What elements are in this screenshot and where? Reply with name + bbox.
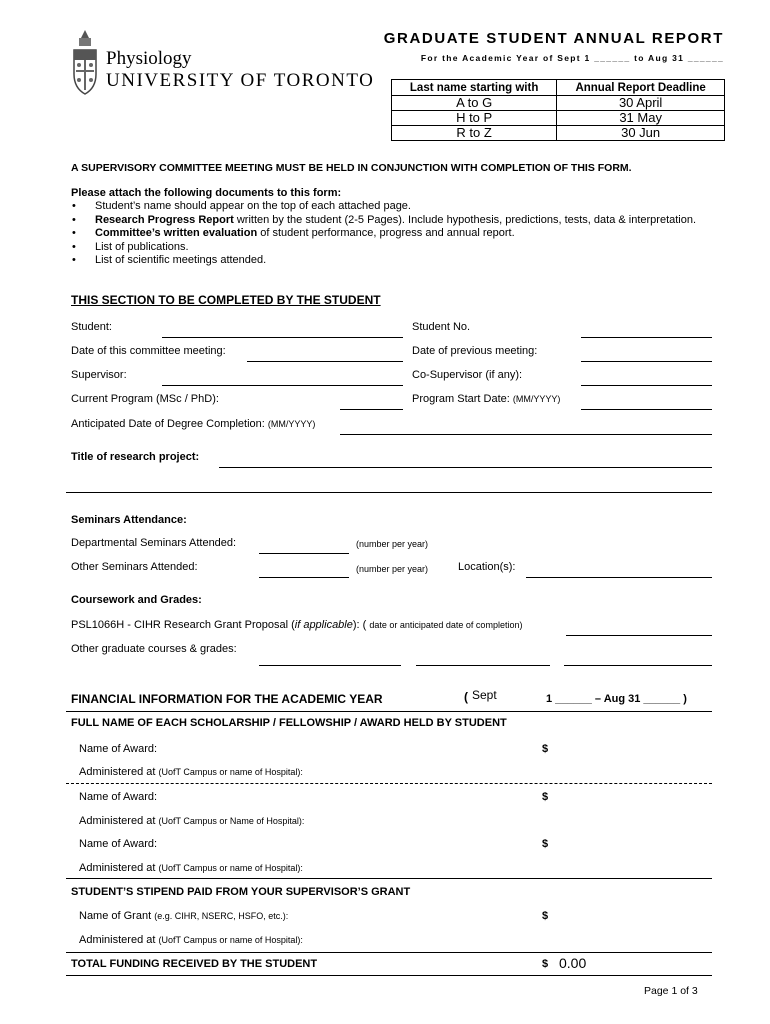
per-year-note: (number per year): [356, 564, 429, 574]
location-label: Location(s):: [458, 561, 516, 573]
award-name-label: Name of Award:: [79, 743, 158, 755]
program-label: Current Program (MSc / PhD):: [71, 393, 219, 405]
other-courses-label: Other graduate courses & grades:: [71, 643, 237, 655]
degree-date-text: Anticipated Date of Degree Completion:: [71, 418, 265, 430]
divider: [66, 711, 712, 712]
supervisor-label: Supervisor:: [71, 369, 127, 381]
deadline-col-header: Last name starting with: [392, 80, 557, 96]
psl-note: date or anticipated date of completion): [369, 620, 523, 630]
divider: [66, 878, 712, 879]
dollar-sign: $: [542, 838, 549, 850]
name-range: A to G: [392, 96, 557, 111]
start-date-text: Program Start Date:: [412, 393, 510, 405]
sept-label: Sept: [472, 688, 497, 702]
dept-seminars-label: Departmental Seminars Attended:: [71, 537, 237, 549]
academic-year-line: For the Academic Year of Sept 1 ______ to Aug 31 ______: [420, 53, 724, 63]
dashed-divider: [66, 783, 712, 784]
table-row: [392, 96, 725, 111]
psl-field[interactable]: [566, 635, 712, 636]
dollar-sign: $: [542, 910, 549, 922]
administered-text: Administered at: [79, 862, 156, 874]
location-field[interactable]: [526, 577, 712, 578]
grant-note: (e.g. CIHR, NSERC, HSFO, etc.):: [154, 911, 289, 921]
prev-meeting-label: Date of previous meeting:: [412, 345, 538, 357]
course-field-2[interactable]: [416, 665, 550, 666]
course-field-3[interactable]: [564, 665, 712, 666]
project-title-field[interactable]: [219, 467, 712, 468]
deadline-table: [391, 79, 725, 141]
start-date-field[interactable]: [581, 409, 712, 410]
list-item: [72, 254, 696, 268]
start-date-label: [412, 393, 560, 405]
divider: [66, 952, 712, 953]
deadline-date: 30 Jun: [557, 126, 725, 141]
student-field[interactable]: [162, 337, 403, 338]
psl-text: PSL1066H - CIHR Research Grant Proposal (: [71, 619, 295, 631]
list-item-bold: Committee’s written evaluation: [95, 227, 258, 239]
list-item-text: List of scientific meetings attended.: [95, 254, 267, 266]
meeting-date-field[interactable]: [247, 361, 403, 362]
administered-note: (UofT Campus or name of Hospital):: [158, 863, 303, 873]
list-item-text: written by the student (2-5 Pages). Include hypothesis, predictions, tests, data & interpretation.: [233, 213, 697, 226]
total-funding-value: 0.00: [559, 955, 587, 971]
logo-university: UNIVERSITY OF TORONTO: [106, 70, 375, 91]
dollar-sign: $: [542, 791, 549, 803]
administered-label: [79, 815, 304, 827]
paren-open: (: [464, 690, 468, 704]
page-number: Page 1 of 3: [644, 985, 698, 997]
other-seminars-field[interactable]: [259, 577, 349, 578]
student-section-heading: THIS SECTION TO BE COMPLETED BY THE STUDENT: [71, 293, 381, 307]
degree-date-label: [71, 418, 315, 430]
list-item: [72, 214, 696, 228]
name-range: H to P: [392, 111, 557, 126]
program-field[interactable]: [340, 409, 403, 410]
list-item: [72, 227, 696, 241]
name-range: R to Z: [392, 126, 557, 141]
cosupervisor-label: Co-Supervisor (if any):: [412, 369, 523, 381]
dept-seminars-field[interactable]: [259, 553, 349, 554]
award-name-label: Name of Award:: [79, 838, 158, 850]
list-item: [72, 200, 696, 214]
divider: [66, 975, 712, 976]
deadline-col-header: Annual Report Deadline: [557, 80, 725, 96]
other-seminars-label: Other Seminars Attended:: [71, 561, 198, 573]
coursework-heading: Coursework and Grades:: [71, 594, 202, 606]
meeting-notice: A SUPERVISORY COMMITTEE MEETING MUST BE HELD IN CONJUNCTION WITH COMPLETION OF THIS FORM.: [71, 162, 632, 174]
university-crest-icon: [70, 28, 100, 98]
table-row: [392, 111, 725, 126]
page-title: GRADUATE STUDENT ANNUAL REPORT: [383, 30, 724, 47]
psl-label: [71, 619, 522, 631]
list-item-text: List of publications.: [95, 240, 189, 253]
project-title-field-2[interactable]: [66, 492, 712, 493]
meeting-date-label: Date of this committee meeting:: [71, 345, 226, 357]
course-field-1[interactable]: [259, 665, 401, 666]
attach-list: [72, 200, 696, 268]
financial-heading: FINANCIAL INFORMATION FOR THE ACADEMIC YEAR: [71, 692, 383, 706]
deadline-date: 31 May: [557, 111, 725, 126]
degree-date-format: (MM/YYYY): [267, 419, 316, 429]
award-name-label: Name of Award:: [79, 791, 158, 803]
administered-text: Administered at: [79, 766, 156, 778]
student-no-label: Student No.: [412, 321, 471, 333]
degree-date-field[interactable]: [340, 434, 712, 435]
administered-label: [79, 862, 303, 874]
list-item-bold: Research Progress Report: [95, 213, 234, 226]
cosupervisor-field[interactable]: [581, 385, 712, 386]
awards-heading: FULL NAME OF EACH SCHOLARSHIP / FELLOWSHIP / AWARD HELD BY STUDENT: [71, 717, 507, 729]
psl-text-2: ): (: [352, 619, 370, 631]
deadline-date: 30 April: [557, 96, 725, 111]
project-title-label: Title of research project:: [71, 451, 200, 463]
grant-text: Name of Grant: [79, 910, 152, 922]
psl-italic: if applicable: [294, 619, 353, 631]
grant-name-label: [79, 910, 288, 922]
table-row: [392, 126, 725, 141]
total-funding-label: TOTAL FUNDING RECEIVED BY THE STUDENT: [71, 958, 318, 970]
prev-meeting-field[interactable]: [581, 361, 712, 362]
logo-department: Physiology: [106, 48, 192, 69]
administered-text: Administered at: [79, 934, 156, 946]
administered-note: (UofT Campus or Name of Hospital):: [158, 816, 305, 826]
supervisor-field[interactable]: [162, 385, 403, 386]
dollar-sign: $: [542, 743, 549, 755]
per-year-note: (number per year): [356, 539, 429, 549]
attach-heading: Please attach the following documents to this form:: [71, 187, 342, 199]
list-item-text: of student performance, progress and annual report.: [257, 227, 515, 239]
list-item-text: Student’s name should appear on the top of each attached page.: [95, 200, 411, 212]
student-label: Student:: [71, 321, 112, 333]
administered-note: (UofT Campus or name of Hospital):: [158, 767, 303, 777]
stipend-heading: STUDENT’S STIPEND PAID FROM YOUR SUPERVISOR’S GRANT: [71, 886, 411, 898]
year-range: 1 ______ – Aug 31 ______ ): [546, 693, 687, 705]
administered-label: [79, 934, 303, 946]
seminars-heading: Seminars Attendance:: [71, 514, 187, 526]
administered-text: Administered at: [79, 815, 156, 827]
start-date-format: (MM/YYYY): [512, 394, 561, 404]
dollar-sign: $: [542, 958, 549, 970]
administered-label: [79, 766, 303, 778]
administered-note: (UofT Campus or name of Hospital):: [158, 935, 303, 945]
student-no-field[interactable]: [581, 337, 712, 338]
list-item: [72, 241, 696, 255]
